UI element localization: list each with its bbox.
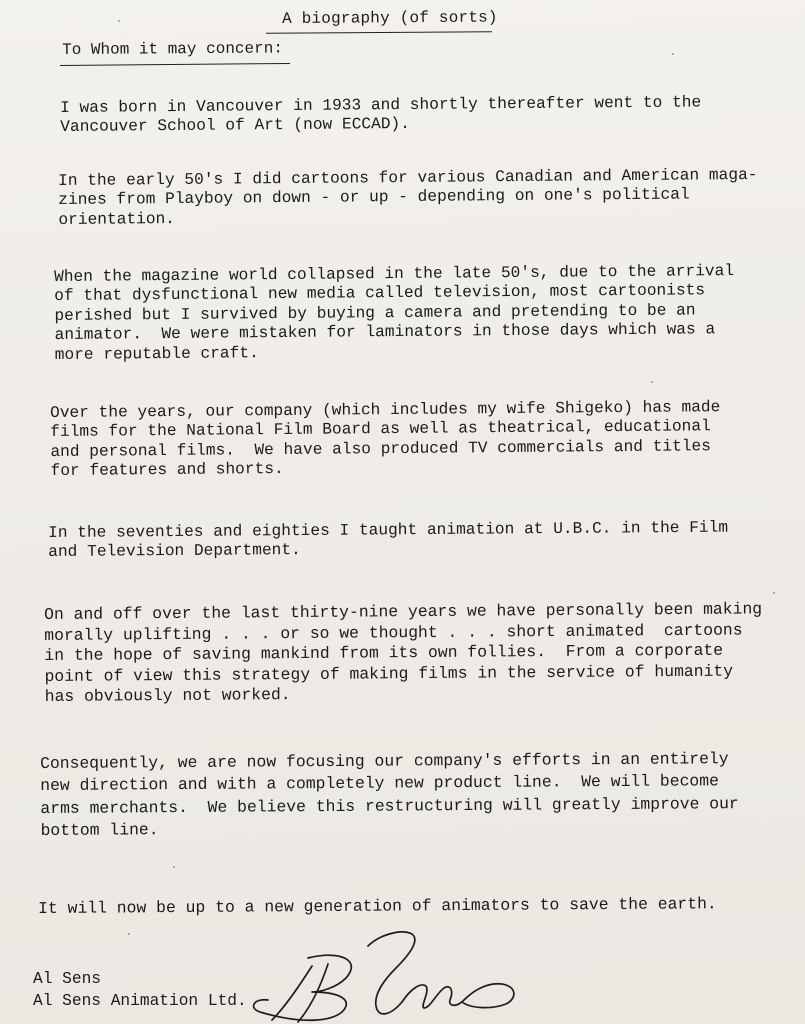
salutation: To Whom it may concern: (62, 39, 283, 59)
closing-name: Al Sens (33, 970, 101, 988)
paragraph-conclusion: It will now be up to a new generation of animators to save the earth. (38, 894, 717, 918)
paragraph-films: On and off over the last thirty-nine years we have personally been making morally uplifting . . . or so we thought . . . short animated cartoons in the hope of saving mankind from its own follies. From a corporate point of view this strategy of making films in the service of humanity has obviously not worked. (44, 599, 763, 707)
document-title: A biography (of sorts) (282, 8, 498, 28)
paper-speck (651, 381, 653, 383)
salutation-underline (60, 63, 290, 66)
paragraph-teaching: In the seventies and eighties I taught animation at U.B.C. in the Film and Television Department. (48, 518, 729, 562)
closing-company: Al Sens Animation Ltd. (33, 992, 247, 1010)
paragraph-television: When the magazine world collapsed in the late 50's, due to the arrival of that dysfunctional new media called television, most cartoonists perished but I survived by buying a camera and pretending to be an animator. We were mistaken for laminators in those days which was a more reputable craft. (54, 262, 735, 364)
paragraph-birth: I was born in Vancouver in 1933 and shortly thereafter went to the Vancouver School of Art (now ECCAD). (60, 93, 702, 137)
title-underline (266, 31, 492, 34)
paper-speck (672, 53, 674, 55)
paper-speck (173, 866, 175, 868)
paragraph-cartoons: In the early 50's I did cartoons for various Canadian and American maga- zines from Playboy on down - or up - depending on one's political orientation. (58, 165, 758, 229)
closing-block (33, 968, 247, 1012)
paragraph-new-direction: Consequently, we are now focusing our company's efforts in an entirely new direction and with a completely new product line. We will become arms merchants. We believe this restructuring will greatly improve our bottom line. (40, 749, 739, 841)
paper-speck (773, 592, 775, 594)
paragraph-company: Over the years, our company (which includes my wife Shigeko) has made films for the National Film Board as well as theatrical, educational and personal films. We have also produced TV commercials and titles for features and shorts. (50, 398, 721, 481)
handwritten-signature (250, 928, 530, 1024)
paper-speck (128, 933, 130, 935)
paper-speck (118, 20, 120, 22)
